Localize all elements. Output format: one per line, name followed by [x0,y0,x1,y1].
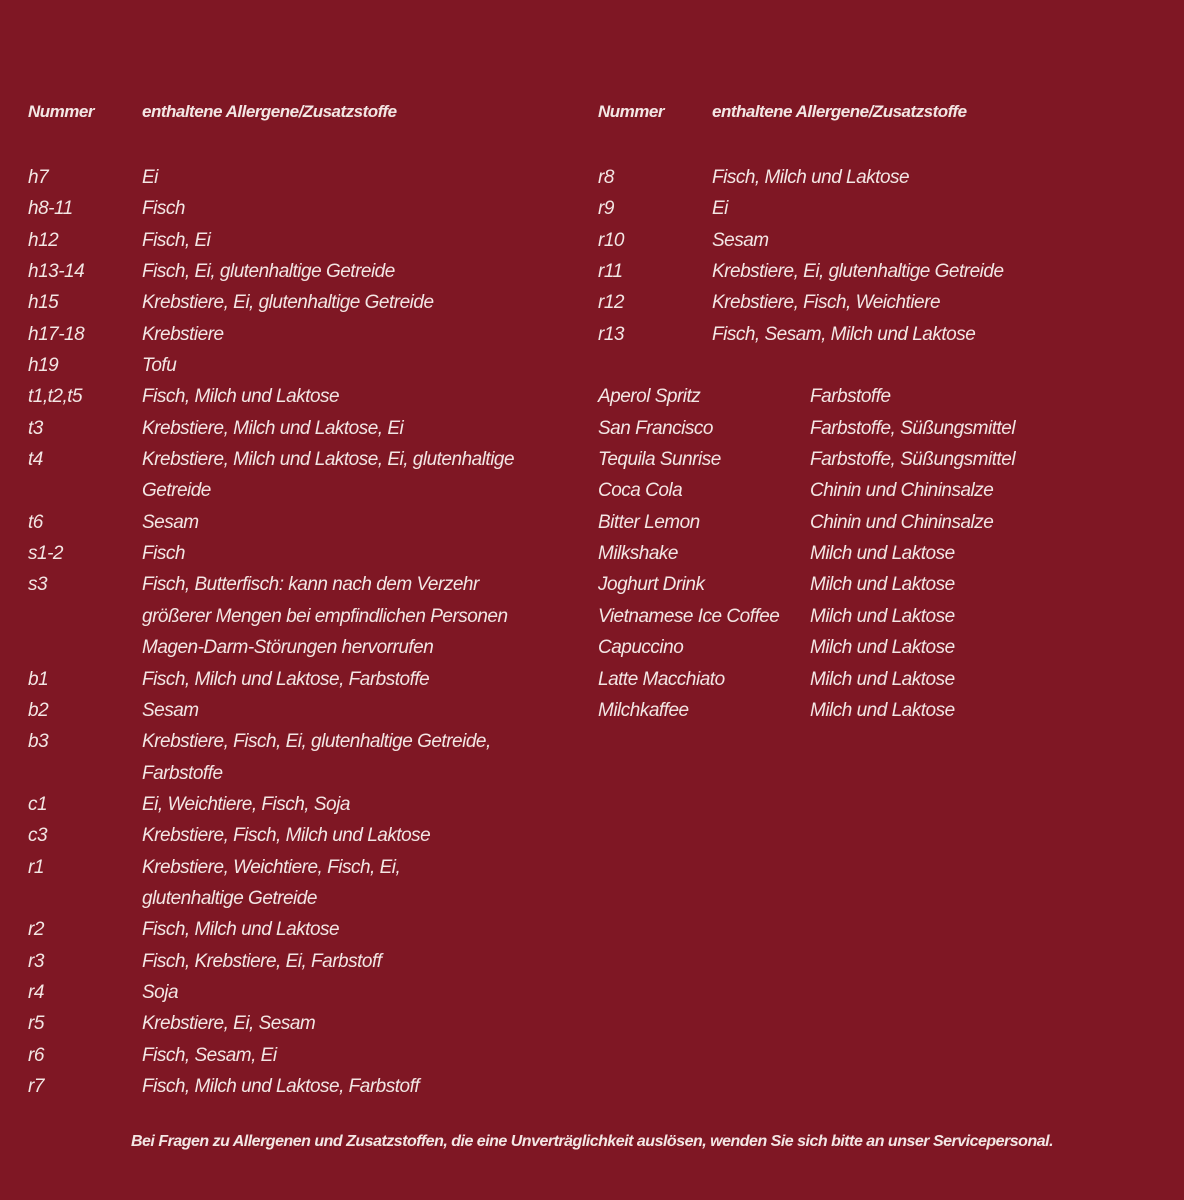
allergen-text: Fisch, Krebstiere, Ei, Farbstoff [142,950,382,972]
allergen-text: Fisch, Ei, glutenhaltige Getreide [142,261,395,283]
allergen-text: Milch und Laktose [810,637,955,659]
allergen-row [598,193,1158,224]
header-number: Nummer [598,102,664,121]
table-header [598,100,1158,124]
item-number: r12 [598,292,624,314]
allergen-row [28,1040,568,1071]
item-number [28,475,142,506]
allergen-text: Milch und Laktose [810,605,955,627]
allergen-row [28,852,568,883]
allergen-row [598,287,1158,318]
allergen-row [28,319,568,350]
allergen-row [28,162,568,193]
allergen-text: Chinin und Chininsalze [810,511,994,533]
item-number: t1,t2,t5 [28,386,83,408]
allergen-text: Krebstiere, Fisch, Milch und Laktose [142,825,431,847]
drink-name: Coca Cola [598,480,683,502]
allergen-row [28,569,568,600]
item-number: c1 [28,793,48,815]
item-number: r9 [598,198,614,220]
table-header [28,100,568,124]
allergen-text: Krebstiere, Fisch, Weichtiere [712,292,941,314]
drink-name: Tequila Sunrise [598,449,721,471]
allergen-text: Fisch [142,543,185,565]
allergen-row [28,977,568,1008]
item-number: t3 [28,417,43,439]
item-number: b3 [28,731,49,753]
item-number: h7 [28,167,49,188]
drink-row [598,601,1158,632]
allergen-row [28,350,568,381]
left-rows [28,162,568,1102]
item-number [28,601,142,632]
item-number: t4 [28,449,43,471]
allergen-text: Farbstoffe [810,386,891,408]
drink-name: Joghurt Drink [598,574,705,596]
allergen-row [28,413,568,444]
item-number: h15 [28,292,59,314]
allergen-text: Fisch, Milch und Laktose, Farbstoffe [142,668,430,690]
allergen-text: Krebstiere, Milch und Laktose, Ei [142,417,404,439]
header-number: Nummer [28,102,94,121]
allergen-text: Milch und Laktose [810,668,955,690]
allergen-row [28,475,568,506]
allergen-text: Sesam [142,699,199,721]
allergen-table-left [28,100,568,1102]
allergen-row [28,225,568,256]
allergen-text: Getreide [142,480,211,502]
item-number: r3 [28,950,44,972]
item-number: r6 [28,1044,44,1066]
allergen-text: Fisch, Butterfisch: kann nach dem Verzehr [142,574,479,596]
drink-row [598,475,1158,506]
allergen-text: Krebstiere, Fisch, Ei, glutenhaltige Getreide, [142,731,491,753]
allergen-text: Farbstoffe [142,762,223,784]
allergen-row [28,538,568,569]
allergen-row [28,758,568,789]
allergen-row [28,256,568,287]
item-number: t6 [28,511,43,533]
allergen-row [28,789,568,820]
allergen-text: Fisch [142,198,185,220]
allergen-text: Chinin und Chininsalze [810,480,994,502]
item-number: r5 [28,1013,44,1035]
allergen-text: Ei, Weichtiere, Fisch, Soja [142,793,350,815]
allergen-row [28,664,568,695]
allergen-row [28,820,568,851]
allergen-row [28,381,568,412]
drink-name: Latte Macchiato [598,668,725,690]
allergen-text: Krebstiere, Ei, glutenhaltige Getreide [142,292,434,314]
drink-name: San Francisco [598,417,713,439]
allergen-text: Krebstiere, Ei, glutenhaltige Getreide [712,261,1004,283]
drink-name: Vietnamese Ice Coffee [598,605,780,627]
allergen-text: Krebstiere [142,323,224,345]
drink-row [598,695,1158,726]
allergen-row [28,726,568,757]
drink-row [598,632,1158,663]
allergen-text: Magen-Darm-Störungen hervorrufen [142,637,434,659]
allergen-text: Fisch, Ei [142,229,211,251]
allergen-row [28,507,568,538]
drink-row [598,381,1158,412]
header-allergens: enthaltene Allergene/Zusatzstoffe [712,102,967,121]
allergen-row [598,256,1158,287]
allergen-text: Ei [142,167,158,188]
item-number: h13-14 [28,261,85,283]
allergen-row [28,1071,568,1102]
allergen-row [28,1008,568,1039]
allergen-row [28,601,568,632]
item-number: r4 [28,981,44,1003]
allergen-text: Fisch, Sesam, Ei [142,1044,277,1066]
drink-name: Milkshake [598,543,678,565]
drink-name: Capuccino [598,637,684,659]
footer-note: Bei Fragen zu Allergenen und Zusatzstoffen, die eine Unverträglichkeit auslösen, wenden Sie sich bitte an unser Servicepersonal. [130,1133,1054,1150]
allergen-text: Krebstiere, Weichtiere, Fisch, Ei, [142,856,401,878]
item-number: r8 [598,167,614,188]
allergen-row [28,946,568,977]
drink-row [598,413,1158,444]
allergen-text: Milch und Laktose [810,699,955,721]
item-number: r2 [28,919,44,941]
allergen-text: Fisch, Milch und Laktose [142,919,340,941]
allergen-row [28,287,568,318]
allergen-text: Fisch, Milch und Laktose [712,167,910,188]
item-number: r11 [598,261,623,283]
allergen-text: Sesam [142,511,199,533]
item-number: h8-11 [28,198,73,220]
header-allergens: enthaltene Allergene/Zusatzstoffe [142,102,397,121]
allergen-row [598,225,1158,256]
drink-row [598,538,1158,569]
item-number: c3 [28,825,48,847]
item-number [28,883,142,914]
item-number: r1 [28,856,44,878]
allergen-row [28,695,568,726]
allergen-text: Fisch, Milch und Laktose [142,386,340,408]
item-number: h19 [28,355,59,377]
allergen-text: Milch und Laktose [810,574,955,596]
item-number: h12 [28,229,59,251]
drinks-list [598,381,1158,726]
allergen-row [28,444,568,475]
item-number [28,632,142,663]
item-number: r10 [598,229,624,251]
allergen-row [28,632,568,663]
allergen-text: Krebstiere, Ei, Sesam [142,1013,316,1035]
item-number: b1 [28,668,49,690]
allergen-text: glutenhaltige Getreide [142,887,317,909]
allergen-row [598,319,1158,350]
allergen-table-right [598,100,1158,726]
allergen-text: Krebstiere, Milch und Laktose, Ei, glutenhaltige [142,449,515,471]
allergen-row [28,883,568,914]
drink-row [598,444,1158,475]
allergen-text: Soja [142,981,179,1003]
drink-name: Milchkaffee [598,699,689,721]
allergen-text: Farbstoffe, Süßungsmittel [810,417,1016,439]
allergen-text: größerer Mengen bei empfindlichen Personen [142,605,508,627]
allergen-text: Fisch, Milch und Laktose, Farbstoff [142,1075,420,1097]
allergen-text: Sesam [712,229,769,251]
item-number: r7 [28,1075,44,1097]
item-number: b2 [28,699,49,721]
right-rows [598,162,1158,350]
drink-row [598,664,1158,695]
drink-name: Aperol Spritz [598,386,701,408]
allergen-text: Fisch, Sesam, Milch und Laktose [712,323,976,345]
allergen-row [28,914,568,945]
drink-row [598,569,1158,600]
item-number: s3 [28,574,48,596]
allergen-text: Ei [712,198,728,220]
item-number: s1-2 [28,543,63,565]
allergen-row [28,193,568,224]
allergen-text: Farbstoffe, Süßungsmittel [810,449,1016,471]
drink-row [598,507,1158,538]
drink-name: Bitter Lemon [598,511,700,533]
allergen-text: Tofu [142,355,177,377]
allergen-text: Milch und Laktose [810,543,955,565]
item-number: h17-18 [28,323,85,345]
item-number [28,758,142,789]
item-number: r13 [598,323,624,345]
allergen-row [598,162,1158,193]
